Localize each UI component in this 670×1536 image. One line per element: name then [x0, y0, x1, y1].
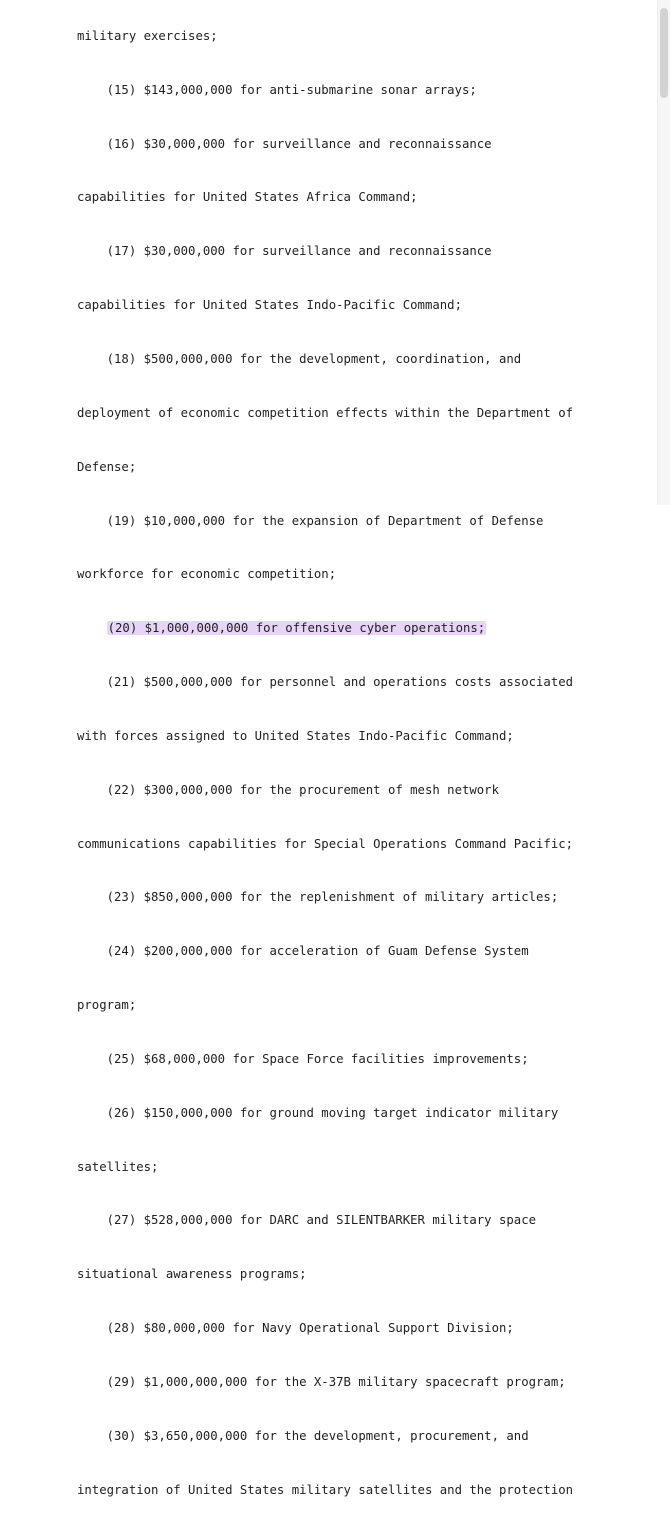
text-line: communications capabilities for Special Operations Command Pacific;: [77, 836, 574, 851]
text-line: (17) $30,000,000 for surveillance and reconnaissance: [77, 244, 492, 259]
text-line: (23) $850,000,000 for the replenishment of military articles;: [77, 890, 559, 905]
text-line: capabilities for United States Africa Command;: [77, 190, 418, 205]
highlighted-text[interactable]: (20) $1,000,000,000 for offensive cyber operations;: [107, 621, 486, 636]
text-line: satellites;: [77, 1159, 159, 1174]
text-line: (16) $30,000,000 for surveillance and reconnaissance: [77, 136, 492, 151]
text-line: (30) $3,650,000,000 for the development, procurement, and: [77, 1428, 529, 1443]
scrollbar-thumb[interactable]: [660, 8, 668, 98]
text-line: (15) $143,000,000 for anti-submarine sonar arrays;: [77, 82, 477, 97]
text-line: (29) $1,000,000,000 for the X-37B military spacecraft program;: [77, 1375, 566, 1389]
text-line: (18) $500,000,000 for the development, coordination, and: [77, 351, 522, 366]
text-line: situational awareness programs;: [77, 1267, 307, 1282]
text-line: Defense;: [77, 459, 137, 474]
text-line: (26) $150,000,000 for ground moving target indicator military: [77, 1105, 559, 1120]
bill-text: [77, 0, 637, 1536]
text-line: deployment of economic competition effects within the Department of: [77, 405, 574, 420]
text-line: (28) $80,000,000 for Navy Operational Support Division;: [77, 1321, 514, 1336]
text-line: (19) $10,000,000 for the expansion of Department of Defense: [77, 513, 544, 528]
text-line: (21) $500,000,000 for personnel and operations costs associated: [77, 675, 574, 690]
text-line: integration of United States military satellites and the protection: [77, 1482, 574, 1497]
text-line: (25) $68,000,000 for Space Force facilities improvements;: [77, 1051, 529, 1066]
text-line: (24) $200,000,000 for acceleration of Guam Defense System: [77, 944, 529, 959]
text-line: (22) $300,000,000 for the procurement of mesh network: [77, 782, 499, 797]
highlighted-line: [77, 620, 637, 638]
text-line: (27) $528,000,000 for DARC and SILENTBARKER military space: [77, 1213, 537, 1228]
text-line: military exercises;: [77, 28, 218, 43]
text-line: program;: [77, 998, 137, 1013]
text-line: capabilities for United States Indo-Pacific Command;: [77, 298, 462, 313]
text-line: workforce for economic competition;: [77, 567, 337, 582]
indent: [77, 621, 107, 635]
text-line: with forces assigned to United States Indo-Pacific Command;: [77, 728, 514, 743]
vertical-scrollbar[interactable]: [657, 0, 670, 505]
